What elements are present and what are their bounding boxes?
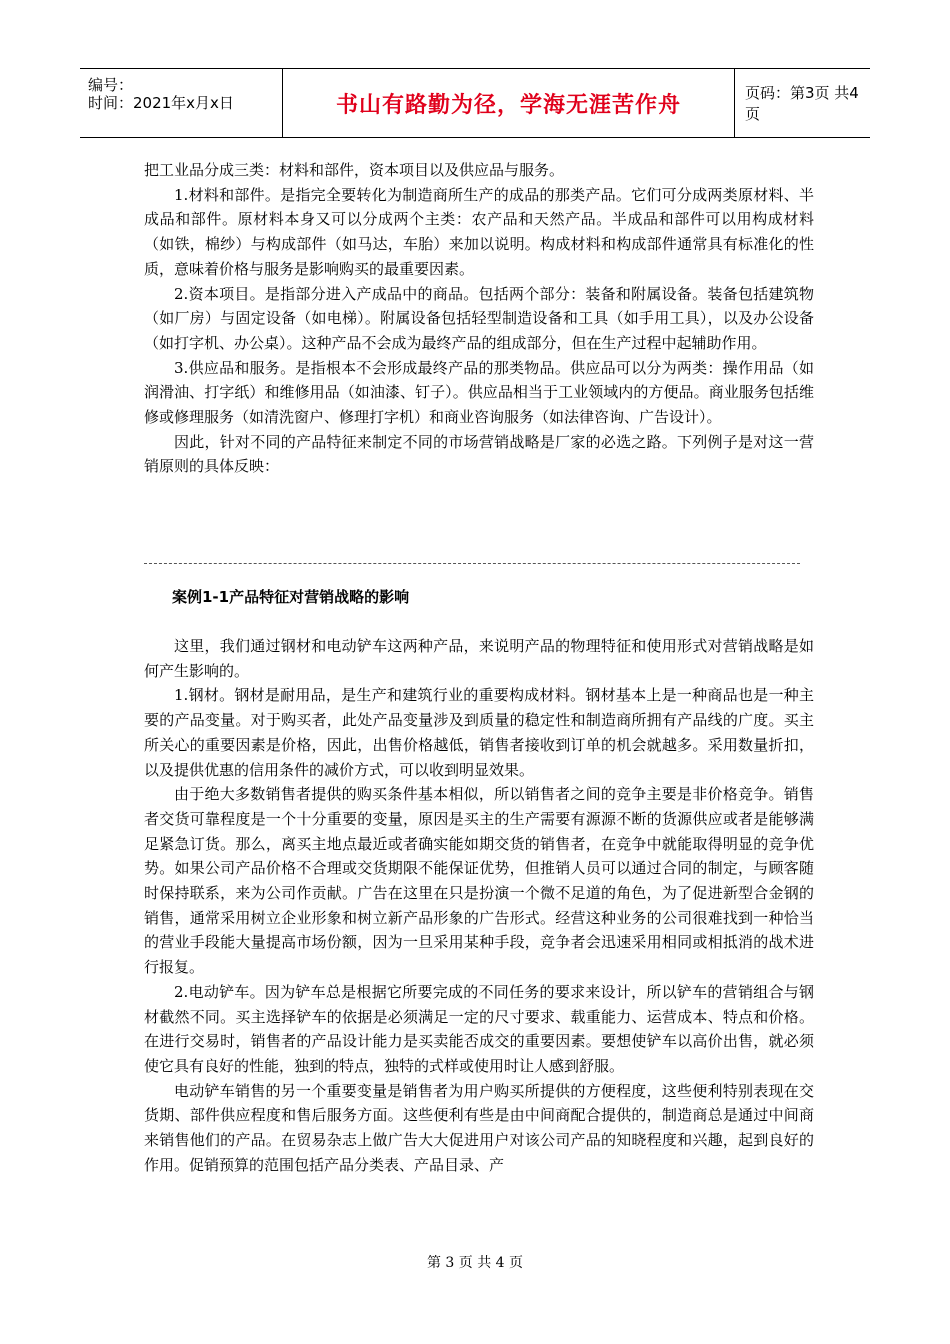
motto: 书山有路勤为径，学海无涯苦作舟 xyxy=(335,92,681,118)
paragraph: 把工业品分成三类：材料和部件，资本项目以及供应品与服务。 xyxy=(144,161,565,179)
paragraph: 3.供应品和服务。是指根本不会形成最终产品的那类物品。供应品可以分为两类：操作用品（如润滑油、打字纸）和维修用品（如油漆、钉子）。供应品相当于工业领域内的方便品。商业服务包括维修或修理服务（如清洗窗户、修理打字机）和商业咨询服务（如法律咨询、广告设计）。 xyxy=(144,358,814,427)
page-header xyxy=(80,68,870,138)
dashed-divider xyxy=(144,563,800,564)
paragraph: 1.钢材。钢材是耐用品，是生产和建筑行业的重要构成材料。钢材基本上是一种商品也是一种主要的产品变量。对于购买者，此处产品变量涉及到质量的稳定性和制造商所拥有产品线的广度。买主所关心的重要因素是价格，因此，出售价格越低，销售者接收到订单的机会就越多。采用数量折扣，以及提供优惠的信用条件的减价方式，可以收到明显效果。 xyxy=(144,686,814,779)
paragraph: 因此，针对不同的产品特征来制定不同的市场营销战略是厂家的必选之路。下列例子是对这一营销原则的具体反映： xyxy=(144,432,814,476)
paragraph: 这里，我们通过钢材和电动铲车这两种产品，来说明产品的物理特征和使用形式对营销战略是如何产生影响的。 xyxy=(144,637,814,680)
paragraph: 2.电动铲车。因为铲车总是根据它所要完成的不同任务的要求来设计，所以铲车的营销组合与钢材截然不同。买主选择铲车的依据是必须满足一定的尺寸要求、载重能力、运营成本、特点和价格。在进行交易时，销售者的产品设计能力是买卖能否成交的重要因素。要想使铲车以高价出售，就必须使它具有良好的性能，独到的特点，独特的式样或使用时让人感到舒服。 xyxy=(144,982,814,1075)
paragraph: 电动铲车销售的另一个重要变量是销售者为用户购买所提供的方便程度，这些便利特别表现在交货期、部件供应程度和售后服务方面。这些便利有些是由中间商配合提供的，制造商总是通过中间商来销售他们的产品。在贸易杂志上做广告大大促进用户对该公司产品的知晓程度和兴趣，起到良好的作用。促销预算的范围包括产品分类表、产品目录、产 xyxy=(144,1081,814,1174)
header-motto-cell xyxy=(283,69,735,137)
intro-section xyxy=(144,158,814,479)
time-label: 时间：2021年x月x日 xyxy=(88,94,234,112)
page-info: 页码：第3页 共4页 xyxy=(745,84,859,123)
paragraph: 1.材料和部件。是指完全要转化为制造商所生产的成品的那类产品。它们可分成两类原材料、半成品和部件。原材料本身又可以分成两个主类：农产品和天然产品。半成品和部件可以用构成材料（如铁，棉纱）与构成部件（如马达，车胎）来加以说明。构成材料和构成部件通常具有标准化的性质，意味着价格与服务是影响购买的最重要因素。 xyxy=(144,185,814,278)
paragraph: 2.资本项目。是指部分进入产成品中的商品。包括两个部分：装备和附属设备。装备包括建筑物（如厂房）与固定设备（如电梯）。附属设备包括轻型制造设备和工具（如手用工具），以及办公设备（如打字机、办公桌）。这种产品不会成为最终产品的组成部分，但在生产过程中起辅助作用。 xyxy=(144,284,814,352)
case-section xyxy=(144,634,814,1177)
paragraph: 由于绝大多数销售者提供的购买条件基本相似，所以销售者之间的竞争主要是非价格竞争。销售者交货可靠程度是一个十分重要的变量，原因是买主的生产需要有源源不断的货源供应或者是能够满足紧急订货。那么，离买主地点最近或者确实能如期交货的销售者，在竞争中就能取得明显的竞争优势。如果公司产品价格不合理或交货期限不能保证优势，但推销人员可以通过合同的制定，与顾客随时保持联系，来为公司作贡献。广告在这里在只是扮演一个微不足道的角色，为了促进新型合金钢的销售，通常采用树立企业形象和树立新产品形象的广告形式。经营这种业务的公司很难找到一种恰当的营业手段能大量提高市场份额，因为一旦采用某种手段，竞争者会迅速采用相同或相抵消的战术进行报复。 xyxy=(144,785,814,977)
case-title: 案例1-1产品特征对营销战略的影响 xyxy=(172,588,410,606)
page-footer: 第 3 页 共 4 页 xyxy=(426,1255,524,1271)
number-label: 编号： xyxy=(88,76,134,94)
header-meta xyxy=(80,69,283,137)
header-page-info xyxy=(735,69,870,137)
